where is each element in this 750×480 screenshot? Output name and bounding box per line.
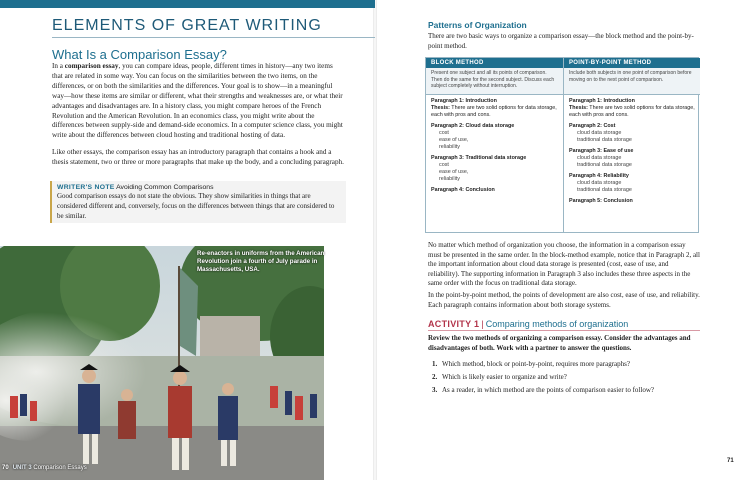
- activity-title: Comparing methods of organization: [485, 319, 629, 329]
- right-paragraph-1: No matter which method of organization you choose, the information in a comparison essay must be presented in the same order. In the block-method example, notice that in Paragraph 2, all the important information about cloud data storage is presented (cost, ease of use, and reliability). The supporting information in Paragraph 3 also includes these three aspects in the same order with the focus on traditional data storage.: [428, 241, 700, 288]
- left-heading: What Is a Comparison Essay?: [52, 47, 227, 62]
- point-paragraph-label: Paragraph 3: Ease of use: [569, 148, 634, 154]
- key-term: comparison essay: [64, 62, 119, 70]
- writers-note-label: WRITER'S NOTE: [57, 184, 115, 191]
- question-number: 1.: [432, 360, 438, 368]
- block-paragraph-label: Paragraph 1: Introduction: [431, 98, 497, 104]
- activity-separator: |: [481, 319, 484, 329]
- question-item: [432, 360, 700, 369]
- block-method-description: Present one subject and all its points of comparison. Then do the same for the second subject. Discuss each subject completely without interruption.: [426, 68, 563, 95]
- writers-note-text: Good comparison essays do not state the obvious. They show similarities in things that are considered different and, conversely, focus on the differences between things that are considered to be similar.: [57, 192, 335, 220]
- parade-photo: [0, 246, 324, 480]
- point-paragraph-label: Paragraph 4: Reliability: [569, 173, 629, 179]
- right-page-number: 71: [727, 458, 734, 464]
- question-item: [432, 386, 700, 395]
- section-title: ELEMENTS OF GREAT WRITING: [52, 17, 322, 34]
- right-paragraph-2: In the point-by-point method, the points of development are also cost, ease of use, and reliability. Each paragraph contains information about both storage systems.: [428, 291, 700, 309]
- outline-item: cost: [439, 162, 449, 168]
- left-page-number: 70: [2, 465, 9, 471]
- patterns-intro: There are two basic ways to organize a comparison essay—the block method and the point-by-point method.: [428, 32, 694, 50]
- outline-item: cost: [439, 130, 449, 136]
- outline-item: cloud data storage: [577, 130, 622, 136]
- question-number: 3.: [432, 386, 438, 394]
- block-paragraph-label: Paragraph 2: Cloud data storage: [431, 123, 515, 129]
- title-rule: [52, 37, 375, 38]
- outline-item: reliability: [439, 176, 460, 182]
- body-paragraph-1: In a comparison essay, you can compare ideas, people, different times in history—any two items that are related in some way. You can focus on the similarities between the two items, on the differences, or on both the similarities and the differences. Your goal is to show—in a meaningful way—how these items are similar or different, what their strengths and weaknesses are, or what their advantages and disadvantages are. In a history class, you might compare heroes of the French Revolution and the American Revolution. In an economics class, you might write about the differences between supply-side and demand-side economics. In a computer science class, you might write about the differences between cloud hosting and traditional hosting of data.: [52, 62, 343, 140]
- question-list: [432, 360, 700, 399]
- outline-item: ease of use,: [439, 137, 469, 143]
- block-paragraph-label: Paragraph 4: Conclusion: [431, 187, 495, 193]
- outline-item: traditional data storage: [577, 187, 632, 193]
- point-method-header: POINT-BY-POINT METHOD: [563, 58, 700, 68]
- question-item: [432, 373, 700, 382]
- parade-illustration: [0, 246, 324, 480]
- question-number: 2.: [432, 373, 438, 381]
- left-footer: [2, 465, 87, 471]
- point-method-outline: Paragraph 1: Introduction Thesis: There are two solid options for data storage, each with pros and cons. Paragraph 2: Cost cloud data storage traditional data storage Paragraph 3: Ease of use cloud data storage traditional data storage Paragraph 4: Reliability cloud data storage traditional data storage Paragraph 5: Conclusion: [563, 95, 700, 232]
- question-text: As a reader, in which method are the points of comparison easier to follow?: [442, 386, 654, 394]
- body-paragraph-2: Like other essays, the comparison essay has an introductory paragraph that contains a hook and a thesis statement, two or three or more paragraphs that make up the body, and a concluding paragraph.: [52, 148, 344, 166]
- outline-item: cloud data storage: [577, 180, 622, 186]
- outline-item: cloud data storage: [577, 155, 622, 161]
- writers-note-title: Avoiding Common Comparisons: [116, 184, 214, 191]
- outline-item: reliability: [439, 144, 460, 150]
- top-accent-bar: [0, 0, 375, 8]
- photo-caption: Re-enactors in uniforms from the American Revolution join a fourth of July parade in Massachusetts, USA.: [197, 250, 325, 273]
- point-paragraph-label: Paragraph 2: Cost: [569, 123, 616, 129]
- block-method-header: BLOCK METHOD: [426, 58, 563, 68]
- outline-item: traditional data storage: [577, 137, 632, 143]
- point-method-description: Include both subjects in one point of comparison before moving on to the next point of comparison.: [563, 68, 700, 95]
- activity-rule: [428, 330, 700, 331]
- organization-table: [425, 57, 699, 233]
- point-thesis: There are two solid options for data storage, each with pros and cons.: [569, 105, 695, 118]
- unit-title: Comparison Essays: [33, 465, 87, 471]
- block-method-outline: Paragraph 1: Introduction Thesis: There are two solid options for data storage, each with pros and cons. Paragraph 2: Cloud data storage cost ease of use, reliability Paragraph 3: Traditional data storage cost ease of use, reliability Paragraph 4: Conclusion: [431, 98, 557, 193]
- page-gutter: [373, 0, 377, 480]
- patterns-heading: Patterns of Organization: [428, 20, 527, 30]
- outline-item: traditional data storage: [577, 162, 632, 168]
- activity-label: ACTIVITY 1: [428, 319, 480, 329]
- question-text: Which method, block or point-by-point, requires more paragraphs?: [442, 360, 630, 368]
- activity-heading: [428, 319, 628, 329]
- point-paragraph-label: Paragraph 5: Conclusion: [569, 198, 633, 204]
- activity-instructions: Review the two methods of organizing a comparison essay. Consider the advantages and disadvantages of both. Work with a partner to answer the questions.: [428, 334, 691, 352]
- unit-label: UNIT 3: [12, 465, 32, 471]
- block-thesis: There are two solid options for data storage, each with pros and cons.: [431, 105, 557, 118]
- point-paragraph-label: Paragraph 1: Introduction: [569, 98, 635, 104]
- block-paragraph-label: Paragraph 3: Traditional data storage: [431, 155, 527, 161]
- outline-item: ease of use,: [439, 169, 469, 175]
- writers-note-box: [50, 181, 346, 223]
- question-text: Which is likely easier to organize and write?: [442, 373, 567, 381]
